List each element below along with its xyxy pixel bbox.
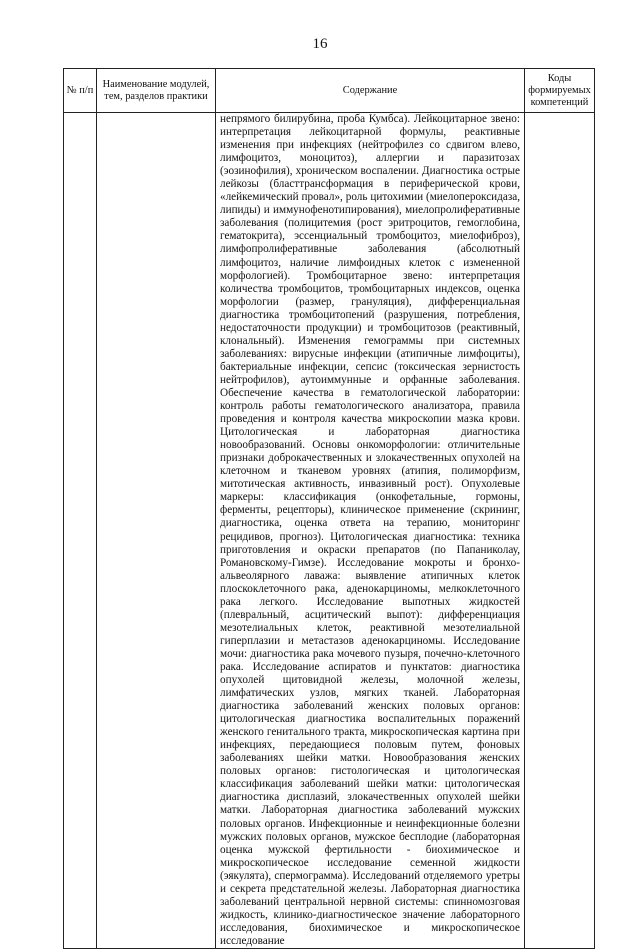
header-content: Содержание: [216, 69, 525, 113]
page-number: 16: [312, 36, 328, 52]
header-number: № п/п: [64, 69, 97, 113]
cell-content: [216, 113, 525, 949]
header-codes: Коды формируемых компетенций: [525, 69, 595, 113]
cell-codes: [525, 113, 595, 949]
cell-number: [64, 113, 97, 949]
header-modules: Наименование модулей, тем, разделов практики: [97, 69, 216, 113]
table-row: [64, 113, 595, 949]
content-text: непрямого билирубина, проба Кумбса). Лейкоцитарное звено: интерпретация лейкоцитарной формулы, реактивные изменения при инфекциях (нейтрофилез со сдвигом влево, лимфоцитоз, моноцитоз), аллергии и паразитозах (эозинофилия), хроническом воспалении. Диагностика острые лейкозы (бласттрансформация в периферической крови, «лейкемический провал», роль цитохимии (миелопероксидаза, липиды) и иммунофенотипирования), миелопролиферативные заболевания (полицитемия (рост эритроцитов, гемоглобина, гематокрита), эссенциальный тромбоцитоз, миелофиброз), лимфопролиферативные заболевания (абсолютный лимфоцитоз, наличие лимфоидных клеток с измененной морфологией). Тромбоцитарное звено: интерпретация количества тромбоцитов, тромбоцитарных индексов, оценка морфологии (размер, грануляция), дифференциальная диагностика тромбоцитопений (разрушения, потребления, недостаточности продукции) и тромбоцитозов (реактивный, клональный). Изменения гемограммы при системных заболеваниях: вирусные инфекции (атипичные лимфоциты), бактериальные инфекции, сепсис (токсическая зернистость нейтрофилов), аутоиммунные и орфанные заболевания. Обеспечение качества в гематологической лаборатории: контроль работы гематологического анализатора, правила проведения и контроля качества микроскопии мазка крови. Цитологическая и лабораторная диагностика новообразований. Основы онкоморфологии: отличительные признаки доброкачественных и злокачественных опухолей на клеточном и тканевом уровнях (атипия, полиморфизм, митотическая активность, инвазивный рост). Опухолевые маркеры: классификация (онкофетальные, гормоны, ферменты, рецепторы), клиническое применение (скрининг, диагностика, оценка ответа на терапию, мониторинг рецидивов, прогноз). Цитологическая диагностика: техника приготовления и окраски препаратов (по Папаниколау, Романовскому-Гимзе). Исследование мокроты и бронхо-альвеолярного лаважа: выявление атипичных клеток плоскоклеточного рака, аденокарциномы, мелкоклеточного рака легкого. Исследование выпотных жидкостей (плевральный, асцитический выпот): дифференциация мезотелиальных клеток, реактивной мезотелиальной гиперплазии и метастазов аденокарциномы. Исследование мочи: диагностика рака мочевого пузыря, почечно-клеточного рака. Исследование аспиратов и пунктатов: диагностика опухолей щитовидной железы, молочной железы, лимфатических узлов, мягких тканей. Лабораторная диагностика заболеваний женских половых органов: цитологическая диагностика воспалительных поражений женского генитального тракта, микроскопическая картина при инфекциях, передающиеся половым путем, фоновых заболеваниях шейки матки. Новообразования женских половых органов: гистологическая и цитологическая классификация заболеваний шейки матки: цитологическая диагностика дисплазий, злокачественных опухолей шейки матки. Лабораторная диагностика заболеваний мужских половых органов. Инфекционные и неинфекционные болезни мужских половых органов, мужское бесплодие (лабораторная оценка мужской фертильности - биохимическое и микроскопическое исследование семенной жидкости (эякулята), спермограмма). Исследований отделяемого уретры и секрета предстательной железы. Лабораторная диагностика заболеваний центральной нервной системы: спинномозговая жидкость, клинико-диагностическое значение лабораторного исследования, биохимическое и микроскопическое исследование: [220, 113, 520, 947]
curriculum-table: [63, 68, 595, 949]
table-header-row: [64, 69, 595, 113]
cell-module: [97, 113, 216, 949]
